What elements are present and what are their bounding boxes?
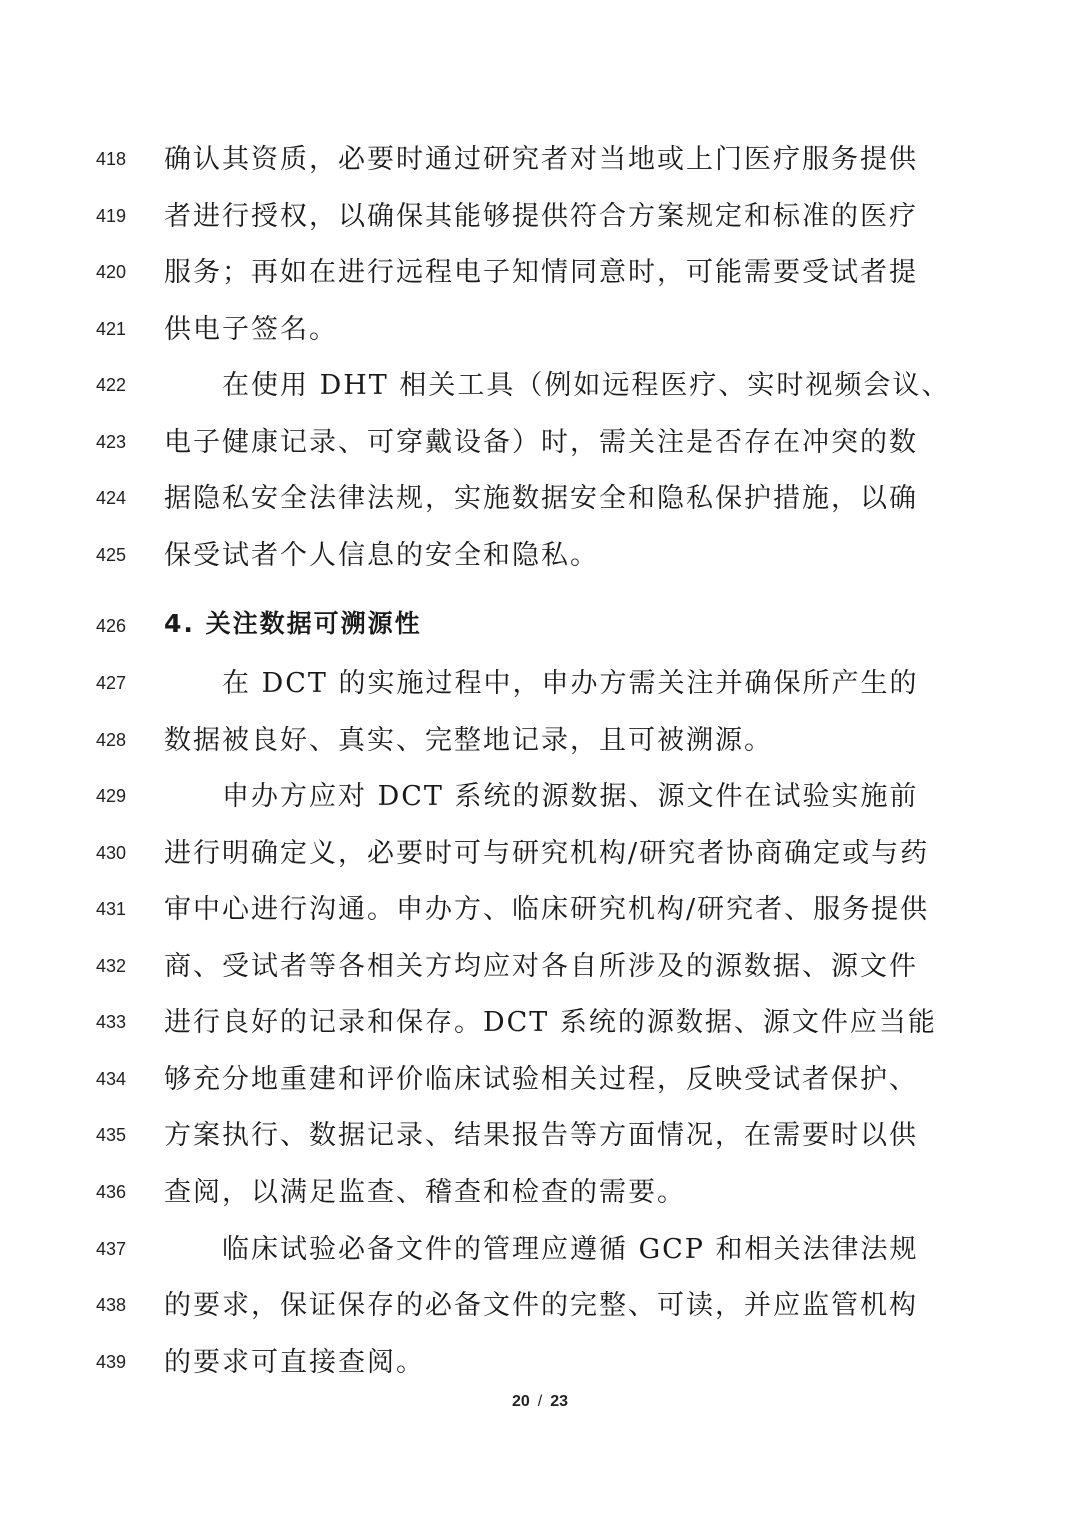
line-text: 确认其资质，必要时通过研究者对当地或上门医疗服务提供: [164, 144, 918, 175]
line-text: 服务；再如在进行远程电子知情同意时，可能需要受试者提: [164, 257, 918, 288]
line-number: 428: [96, 730, 127, 750]
line-text: 进行明确定义，必要时可与研究机构/研究者协商确定或与药: [164, 838, 930, 869]
total-page-count: 23: [550, 1393, 569, 1410]
line-number: 424: [96, 488, 127, 508]
line-number: 434: [96, 1069, 127, 1089]
text-line: [0, 416, 1080, 472]
line-text: 查阅，以满足监查、稽查和检查的需要。: [164, 1177, 686, 1208]
line-text: 申办方应对 DCT 系统的源数据、源文件在试验实施前: [222, 781, 919, 812]
text-line: [0, 1053, 1080, 1109]
line-number: 423: [96, 432, 127, 452]
text-line: [0, 657, 1080, 713]
current-page-number: 20: [511, 1393, 530, 1410]
line-text: 据隐私安全法律法规，实施数据安全和隐私保护措施，以确: [164, 483, 918, 514]
line-text: 供电子签名。: [164, 314, 338, 345]
line-text: 临床试验必备文件的管理应遵循 GCP 和相关法律法规: [222, 1234, 919, 1265]
text-line: [0, 1109, 1080, 1165]
section-heading: 4. 关注数据可溯源性: [164, 609, 422, 638]
line-text: 电子健康记录、可穿戴设备）时，需关注是否存在冲突的数: [164, 427, 918, 458]
line-number: 429: [96, 786, 127, 806]
line-text: 者进行授权，以确保其能够提供符合方案规定和标准的医疗: [164, 201, 918, 232]
line-text: 商、受试者等各相关方均应对各自所涉及的源数据、源文件: [164, 951, 918, 982]
line-text: 够充分地重建和评价临床试验相关过程，反映受试者保护、: [164, 1064, 918, 1095]
line-number: 421: [96, 319, 127, 339]
line-number: 432: [96, 956, 127, 976]
line-number: 427: [96, 673, 127, 693]
text-line: [0, 246, 1080, 302]
line-text: 在使用 DHT 相关工具（例如远程医疗、实时视频会议、: [222, 370, 951, 401]
page-separator: /: [537, 1393, 543, 1410]
text-line: [0, 1166, 1080, 1222]
text-line: [0, 1223, 1080, 1279]
text-line: [0, 883, 1080, 939]
text-line: [0, 827, 1080, 883]
line-text: 在 DCT 的实施过程中，申办方需关注并确保所产生的: [222, 668, 919, 699]
text-line: [0, 996, 1080, 1052]
line-number: 422: [96, 375, 127, 395]
line-number: 425: [96, 545, 127, 565]
line-text: 的要求可直接查阅。: [164, 1347, 425, 1378]
section-heading-line: [0, 600, 1080, 656]
page-footer: [0, 1393, 1080, 1411]
text-line: [0, 770, 1080, 826]
line-text: 进行良好的记录和保存。DCT 系统的源数据、源文件应当能: [164, 1007, 937, 1038]
line-text: 保受试者个人信息的安全和隐私。: [164, 540, 599, 571]
line-number: 426: [96, 616, 127, 636]
text-line: [0, 529, 1080, 585]
line-number: 433: [96, 1012, 127, 1032]
line-number: 439: [96, 1352, 127, 1372]
line-number: 430: [96, 843, 127, 863]
line-number: 419: [96, 206, 127, 226]
line-number: 436: [96, 1182, 127, 1202]
line-number: 437: [96, 1239, 127, 1259]
text-line: [0, 1279, 1080, 1335]
line-number: 420: [96, 262, 127, 282]
line-text: 方案执行、数据记录、结果报告等方面情况，在需要时以供: [164, 1120, 918, 1151]
line-number: 418: [96, 149, 127, 169]
text-line: [0, 714, 1080, 770]
text-line: [0, 940, 1080, 996]
text-line: [0, 472, 1080, 528]
text-line: [0, 190, 1080, 246]
text-line: [0, 1336, 1080, 1392]
line-number: 431: [96, 899, 127, 919]
line-number: 435: [96, 1125, 127, 1145]
line-text: 数据被良好、真实、完整地记录，且可被溯源。: [164, 725, 773, 756]
line-text: 的要求，保证保存的必备文件的完整、可读，并应监管机构: [164, 1290, 918, 1321]
line-number: 438: [96, 1295, 127, 1315]
text-line: [0, 133, 1080, 189]
text-line: [0, 303, 1080, 359]
line-text: 审中心进行沟通。申办方、临床研究机构/研究者、服务提供: [164, 894, 930, 925]
text-line: [0, 359, 1080, 415]
